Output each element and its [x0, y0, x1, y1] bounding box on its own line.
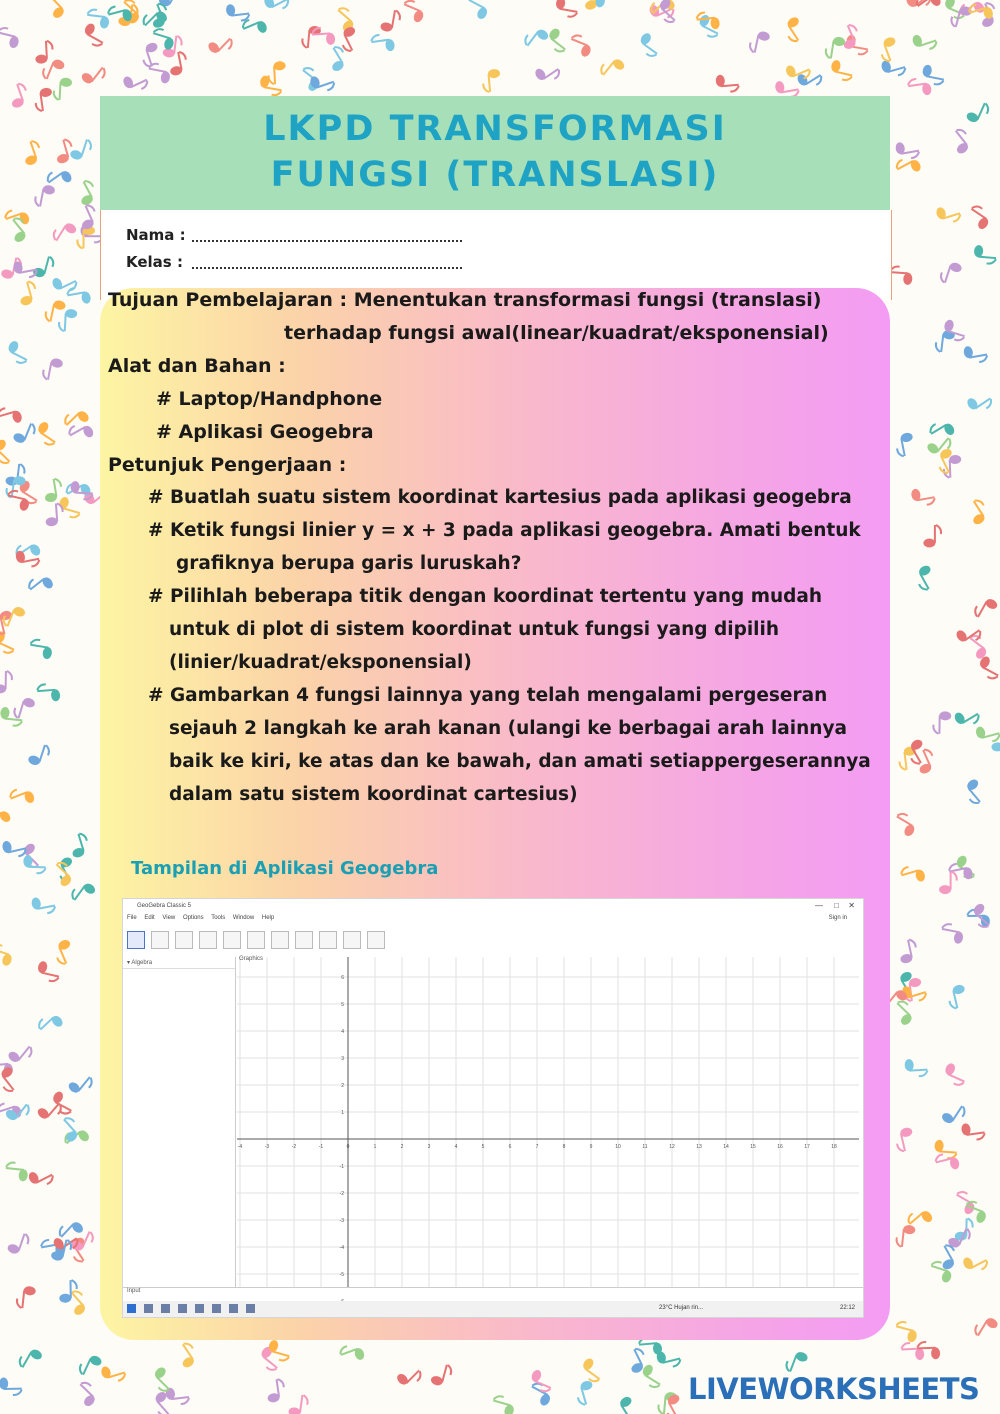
music-note-icon — [598, 54, 626, 83]
music-note-icon — [33, 420, 62, 447]
music-note-icon — [36, 1010, 64, 1038]
music-note-icon — [67, 1070, 95, 1099]
x-tick-label: -1 — [318, 1144, 324, 1150]
music-note-icon — [395, 1362, 423, 1390]
music-note-icon — [44, 298, 66, 324]
music-note-icon — [80, 60, 108, 89]
music-note-icon — [0, 1065, 23, 1094]
music-note-icon — [912, 564, 938, 592]
music-note-icon — [911, 30, 938, 54]
music-note-icon — [904, 1058, 927, 1077]
music-note-icon — [13, 695, 36, 722]
music-note-icon — [42, 356, 64, 381]
music-note-icon — [528, 1369, 556, 1394]
music-note-icon — [894, 432, 916, 457]
music-note-icon — [953, 704, 981, 731]
x-tick-label: -2 — [291, 1144, 297, 1150]
move-view-tool-icon[interactable] — [367, 931, 385, 949]
coordinate-grid — [237, 957, 859, 1287]
music-note-icon — [933, 711, 951, 734]
music-note-icon — [27, 741, 51, 768]
music-note-icon — [59, 308, 78, 331]
alat-item: # Laptop/Handphone — [156, 388, 383, 410]
music-note-icon — [8, 785, 35, 810]
windows-taskbar — [123, 1301, 863, 1317]
y-tick-label: 1 — [341, 1110, 344, 1116]
app-icon[interactable] — [178, 1304, 187, 1313]
x-tick-label: 18 — [831, 1144, 837, 1150]
music-note-icon — [0, 26, 21, 49]
music-note-icon — [965, 204, 994, 231]
x-tick-label: -4 — [237, 1144, 243, 1150]
windows-start-icon[interactable] — [127, 1304, 136, 1313]
music-note-icon — [100, 1361, 127, 1384]
music-note-icon — [42, 478, 63, 503]
music-note-icon — [339, 1342, 366, 1366]
petunjuk-line: # Pilihlah beberapa titik dengan koordinat tertentu yang mudah — [148, 586, 823, 607]
music-note-icon — [482, 69, 502, 93]
music-note-icon — [975, 655, 1000, 681]
title-line-1: LKPD TRANSFORMASI — [263, 109, 727, 149]
music-note-icon — [614, 1395, 641, 1414]
music-note-icon — [965, 389, 994, 416]
music-note-icon — [63, 1289, 91, 1318]
x-tick-label: 3 — [427, 1144, 431, 1150]
music-note-icon — [44, 503, 63, 527]
music-note-icon — [781, 15, 808, 43]
music-note-icon — [522, 24, 550, 53]
music-note-icon — [78, 1352, 103, 1380]
music-note-icon — [66, 285, 91, 306]
music-note-icon — [16, 280, 39, 306]
music-note-icon — [6, 82, 30, 109]
music-note-icon — [963, 633, 992, 661]
geogebra-menubar — [123, 915, 863, 927]
graphics-view[interactable] — [237, 957, 859, 1287]
music-note-icon — [34, 87, 55, 112]
music-note-icon — [554, 0, 579, 18]
circle-tool-icon[interactable] — [247, 931, 265, 949]
x-tick-label: 4 — [454, 1144, 458, 1150]
alat-label: Alat dan Bahan : — [108, 355, 286, 377]
music-note-icon — [877, 36, 901, 63]
music-note-icon — [940, 923, 965, 945]
music-note-icon — [77, 226, 95, 249]
music-note-icon — [964, 498, 991, 526]
y-tick-label: -2 — [339, 1191, 344, 1197]
geogebra-section-title: Tampilan di Aplikasi Geogebra — [131, 858, 439, 879]
music-note-icon — [4, 340, 32, 366]
music-note-icon — [37, 683, 61, 702]
petunjuk-line: baik ke kiri, ke atas dan ke bawah, dan amati setiappergeserannya — [169, 751, 871, 772]
maximize-icon[interactable]: □ — [834, 901, 839, 910]
music-note-icon — [27, 1164, 55, 1190]
music-note-icon — [715, 73, 739, 93]
music-note-icon — [900, 863, 926, 886]
menu-window[interactable]: Window — [232, 915, 255, 921]
music-note-icon — [0, 438, 18, 466]
music-note-icon — [371, 33, 396, 54]
music-note-icon — [55, 1115, 83, 1144]
music-note-icon — [26, 571, 55, 599]
music-note-icon — [895, 139, 920, 160]
music-note-icon — [891, 811, 919, 838]
music-note-icon — [463, 0, 491, 21]
music-note-icon — [12, 419, 37, 446]
slider-tool-icon[interactable] — [343, 931, 361, 949]
menu-help[interactable]: Help — [261, 915, 275, 921]
x-tick-label: 13 — [696, 1144, 702, 1150]
music-note-icon — [941, 1062, 969, 1087]
music-note-icon — [907, 77, 932, 98]
petunjuk-line: dalam satu sistem koordinat cartesius) — [169, 784, 578, 805]
music-note-icon — [141, 5, 169, 33]
clock: 22:12 — [839, 1305, 855, 1311]
x-tick-label: 8 — [562, 1144, 566, 1150]
music-note-icon — [72, 1380, 100, 1408]
music-note-icon — [70, 878, 97, 907]
taskview-icon[interactable] — [161, 1304, 170, 1313]
music-note-icon — [32, 254, 55, 280]
algebra-label: Algebra — [131, 960, 153, 966]
music-note-icon — [331, 5, 360, 33]
point-tool-icon[interactable] — [151, 931, 169, 949]
x-tick-label: 2 — [400, 1144, 404, 1150]
music-note-icon — [574, 1380, 597, 1406]
input-label: Input — [127, 1288, 141, 1294]
music-note-icon — [51, 218, 78, 246]
x-tick-label: -3 — [264, 1144, 270, 1150]
music-note-icon — [34, 41, 53, 64]
music-note-icon — [53, 77, 72, 100]
music-note-icon — [913, 748, 938, 776]
app-icon[interactable] — [195, 1304, 204, 1313]
algebra-view[interactable] — [123, 957, 236, 1287]
music-note-icon — [928, 417, 956, 444]
music-note-icon — [0, 671, 12, 694]
music-note-icon — [921, 64, 946, 86]
music-note-icon — [578, 1357, 607, 1384]
x-tick-label: 9 — [589, 1144, 593, 1150]
weather-status: 23°C Hujan rin... — [659, 1305, 704, 1311]
music-note-icon — [963, 343, 988, 364]
music-note-icon — [206, 30, 234, 58]
x-tick-label: 1 — [373, 1144, 377, 1150]
music-note-icon — [31, 894, 56, 916]
input-bar[interactable] — [123, 1287, 863, 1300]
music-note-icon — [0, 805, 12, 833]
music-note-icon — [268, 61, 287, 84]
petunjuk-line: # Ketik fungsi linier y = x + 3 pada aplikasi geogebra. Amati bentuk — [148, 520, 861, 541]
music-note-icon — [5, 1162, 29, 1182]
ellipse-tool-icon[interactable] — [271, 931, 289, 949]
music-note-icon — [946, 984, 968, 1010]
petunjuk-line: sejauh 2 langkah ke arah kanan (ulangi ke berbagai arah lainnya — [169, 718, 848, 739]
line-tool-icon[interactable] — [175, 931, 193, 949]
menu-file[interactable]: File — [127, 915, 137, 921]
music-note-icon — [73, 179, 99, 207]
menu-tools[interactable]: Tools — [211, 915, 226, 921]
kelas-label: Kelas : — [126, 253, 183, 271]
geogebra-titlebar — [123, 899, 863, 913]
x-tick-label: 17 — [804, 1144, 810, 1150]
music-note-icon — [897, 939, 919, 965]
nama-field[interactable] — [192, 230, 462, 242]
close-icon[interactable]: ✕ — [848, 901, 855, 910]
kelas-field[interactable] — [192, 257, 462, 269]
geogebra-screenshot — [122, 898, 864, 1318]
music-note-icon — [157, 0, 184, 11]
app-icon[interactable] — [229, 1304, 238, 1313]
music-note-icon — [749, 29, 771, 55]
polygon-tool-icon[interactable] — [223, 931, 241, 949]
music-note-icon — [296, 65, 325, 93]
y-tick-label: -1 — [339, 1164, 344, 1170]
music-note-icon — [17, 1345, 44, 1373]
move-tool-icon[interactable] — [127, 931, 145, 949]
music-note-icon — [6, 1230, 30, 1257]
music-note-icon — [935, 202, 962, 225]
menu-view[interactable]: View — [162, 915, 176, 921]
reflect-tool-icon[interactable] — [319, 931, 337, 949]
music-note-icon — [0, 943, 15, 967]
music-note-icon — [2, 603, 27, 630]
music-note-icon — [894, 1127, 916, 1153]
y-tick-label: -5 — [339, 1272, 344, 1278]
music-note-icon — [829, 59, 855, 81]
music-note-icon — [825, 35, 846, 60]
music-note-icon — [939, 260, 963, 287]
music-note-icon — [147, 63, 172, 85]
music-note-icon — [961, 1250, 989, 1276]
y-tick-label: -4 — [339, 1245, 344, 1251]
x-tick-label: 5 — [481, 1144, 485, 1150]
x-tick-label: 0 — [346, 1144, 350, 1150]
petunjuk-line: (linier/kuadrat/eksponensial) — [169, 652, 472, 673]
music-note-icon — [23, 855, 46, 873]
y-tick-label: 4 — [341, 1029, 344, 1035]
menu-edit[interactable]: Edit — [144, 915, 155, 921]
x-tick-label: 6 — [508, 1144, 512, 1150]
music-note-icon — [901, 1342, 924, 1361]
music-note-icon — [961, 1121, 986, 1142]
music-note-icon — [635, 31, 664, 58]
algebra-header: ▾ Algebra — [123, 957, 235, 969]
music-note-icon — [241, 15, 269, 40]
music-note-icon — [893, 1320, 919, 1343]
music-note-icon — [122, 69, 150, 94]
x-tick-label: 15 — [750, 1144, 756, 1150]
music-note-icon — [965, 98, 990, 126]
music-note-icon — [173, 1341, 200, 1370]
music-note-icon — [889, 266, 913, 285]
y-tick-label: 6 — [341, 975, 344, 981]
geogebra-toolbar — [127, 931, 397, 953]
y-tick-label: -3 — [339, 1218, 344, 1224]
music-note-icon — [29, 639, 54, 660]
music-note-icon — [258, 75, 283, 96]
x-tick-label: 10 — [615, 1144, 621, 1150]
music-note-icon — [904, 0, 933, 13]
app-icon[interactable] — [212, 1304, 221, 1313]
music-note-icon — [49, 860, 77, 888]
y-tick-label: 3 — [341, 1056, 344, 1062]
music-note-icon — [52, 938, 77, 966]
y-tick-label: 5 — [341, 1002, 344, 1008]
tujuan-label: Tujuan Pembelajaran : Menentukan transformasi fungsi (translasi) — [108, 289, 822, 311]
liveworksheets-watermark: LIVEWORKSHEETS — [688, 1372, 980, 1406]
search-icon[interactable] — [144, 1304, 153, 1313]
perpendicular-tool-icon[interactable] — [199, 931, 217, 949]
music-note-icon — [400, 0, 428, 24]
music-note-icon — [961, 777, 989, 806]
sign-in-link[interactable]: Sign in — [828, 915, 847, 921]
music-note-icon — [51, 271, 79, 297]
music-note-icon — [889, 999, 917, 1027]
y-tick-label: 2 — [341, 1083, 344, 1089]
x-tick-label: 16 — [777, 1144, 783, 1150]
music-note-icon — [34, 183, 56, 208]
music-note-icon — [940, 1100, 967, 1128]
petunjuk-line: # Gambarkan 4 fungsi lainnya yang telah mengalami pergeseran — [148, 685, 828, 706]
music-note-icon — [262, 0, 290, 15]
petunjuk-line: # Buatlah suatu sistem koordinat kartesius pada aplikasi geogebra — [148, 487, 852, 508]
music-note-icon — [975, 722, 1000, 745]
music-note-icon — [973, 594, 999, 622]
music-note-icon — [75, 203, 100, 231]
music-note-icon — [312, 27, 336, 46]
music-note-icon — [7, 1039, 35, 1068]
music-note-icon — [67, 419, 95, 445]
music-note-icon — [567, 33, 594, 58]
music-note-icon — [923, 525, 941, 548]
music-note-icon — [490, 1395, 516, 1414]
petunjuk-line: untuk di plot di sistem koordinat untuk fungsi yang dipilih — [169, 619, 780, 640]
music-note-icon — [67, 832, 90, 859]
minimize-icon[interactable]: — — [815, 901, 823, 910]
x-tick-label: 14 — [723, 1144, 729, 1150]
music-note-icon — [894, 153, 922, 179]
music-note-icon — [910, 486, 935, 507]
music-note-icon — [973, 1313, 1000, 1341]
geogebra-window-title: GeoGebra Classic 5 — [137, 903, 192, 909]
music-note-icon — [225, 2, 249, 22]
music-note-icon — [36, 960, 62, 982]
music-note-icon — [941, 319, 968, 342]
music-note-icon — [42, 0, 70, 20]
music-note-icon — [430, 1362, 453, 1388]
music-note-icon — [896, 1224, 916, 1248]
graphics-label: Graphics — [239, 956, 264, 962]
x-tick-label: 7 — [535, 1144, 539, 1150]
title-banner — [100, 96, 890, 210]
menu-options[interactable]: Options — [182, 915, 204, 921]
music-note-icon — [939, 872, 957, 895]
music-note-icon — [0, 1377, 22, 1395]
app-icon[interactable] — [246, 1304, 255, 1313]
music-note-icon — [20, 139, 44, 166]
kelas-row — [126, 253, 462, 271]
music-note-icon — [5, 489, 31, 511]
music-note-icon — [973, 245, 997, 265]
nama-row — [126, 226, 462, 244]
music-note-icon — [288, 1393, 309, 1414]
music-note-icon — [49, 1090, 77, 1116]
music-note-icon — [69, 136, 93, 163]
petunjuk-label: Petunjuk Pengerjaan : — [108, 454, 347, 476]
x-tick-label: 11 — [642, 1144, 648, 1150]
angle-tool-icon[interactable] — [295, 931, 313, 949]
music-note-icon — [898, 746, 918, 770]
music-note-icon — [57, 496, 83, 519]
alat-item: # Aplikasi Geogebra — [156, 421, 374, 443]
petunjuk-line: grafiknya berupa garis luruskah? — [176, 553, 522, 574]
music-note-icon — [544, 27, 573, 55]
music-note-icon — [526, 1381, 554, 1407]
music-note-icon — [533, 59, 562, 86]
music-note-icon — [380, 8, 401, 33]
music-note-icon — [1, 837, 27, 859]
nama-label: Nama : — [126, 226, 186, 244]
music-note-icon — [265, 1378, 286, 1403]
music-note-icon — [796, 65, 824, 92]
title-line-2: FUNGSI (TRANSLASI) — [270, 155, 720, 195]
tujuan-line2: terhadap fungsi awal(linear/kuadrat/eksponensial) — [284, 322, 829, 344]
music-note-icon — [947, 127, 975, 156]
x-tick-label: 12 — [669, 1144, 675, 1150]
music-note-icon — [309, 71, 336, 95]
music-note-icon — [16, 1285, 36, 1309]
music-note-icon — [0, 404, 23, 427]
